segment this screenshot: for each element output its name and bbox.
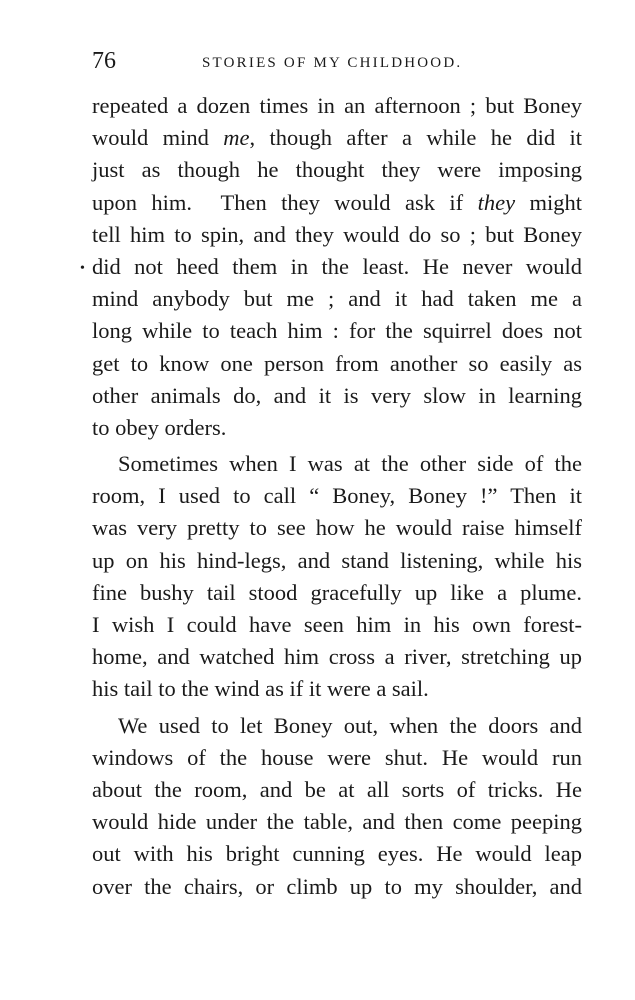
text-line: to obey orders. xyxy=(92,414,227,440)
text-line: windows of the house were shut. He would run xyxy=(92,744,582,770)
text-line: repeated a dozen times in an afternoon ; but Boney xyxy=(92,93,582,118)
text-line: tell him to spin, and they would do so ; but Boney xyxy=(92,221,582,247)
text-line: I wish I could have seen him in his own forest- xyxy=(92,612,582,637)
text-line: was very pretty to see how he would raise himself xyxy=(92,515,582,541)
text-line: home, and watched him cross a river, stretching up xyxy=(92,644,582,670)
page-header xyxy=(92,44,582,78)
text-line: would hide under the table, and then come peeping xyxy=(92,809,582,835)
page-number: 76 xyxy=(92,48,116,74)
text-line: We used to let Boney out, when the doors and xyxy=(118,712,582,738)
text-line: upon him. Then they would ask if they might xyxy=(92,189,582,215)
body-text xyxy=(92,90,582,903)
running-head: STORIES OF MY CHILDHOOD. xyxy=(202,55,463,71)
text-line: over the chairs, or climb up to my shoulder, and xyxy=(92,873,582,899)
text-line: up on his hind-legs, and stand listening, while his xyxy=(92,547,582,573)
text-line: would mind me, though after a while he did it xyxy=(92,125,582,151)
text-line: out with his bright cunning eyes. He would leap xyxy=(92,841,582,867)
text-line: other animals do, and it is very slow in learning xyxy=(92,382,582,408)
margin-mark: • xyxy=(80,261,85,276)
text-line: his tail to the wind as if it were a sail. xyxy=(92,676,429,702)
paragraph xyxy=(92,90,582,444)
text-line: long while to teach him : for the squirrel does not xyxy=(92,318,582,344)
text-line: fine bushy tail stood gracefully up like a plume. xyxy=(92,579,582,605)
paragraph xyxy=(92,448,582,706)
italic-word: they xyxy=(477,189,516,215)
text-line: Sometimes when I was at the other side of the xyxy=(118,451,582,477)
text-line: get to know one person from another so easily as xyxy=(92,350,582,376)
text-line: just as though he thought they were imposing xyxy=(92,157,582,183)
italic-word: me xyxy=(223,125,250,151)
text-line: did not heed them in the least. He never would xyxy=(92,253,582,279)
paragraph xyxy=(92,710,582,903)
text-line: mind anybody but me ; and it had taken me a xyxy=(92,286,582,312)
text-line: about the room, and be at all sorts of tricks. He xyxy=(92,776,582,802)
text-line: room, I used to call “ Boney, Boney !” Then it xyxy=(92,483,582,509)
